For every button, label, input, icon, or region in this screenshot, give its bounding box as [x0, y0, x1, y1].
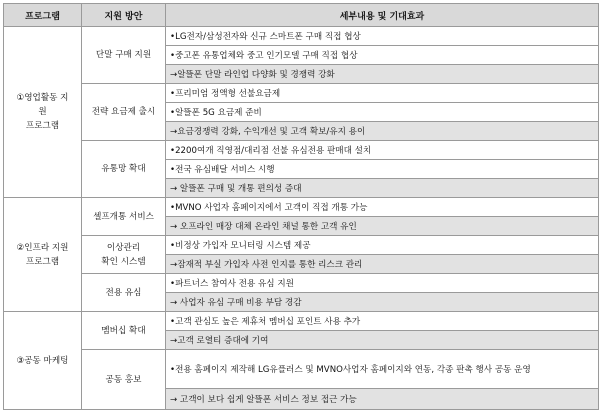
detail-text: •LG전자/삼성전자와 신규 스마트폰 구매 직접 협상: [166, 27, 599, 46]
support-name: 전용 유심: [82, 274, 166, 312]
support-name: 멤버십 확대: [82, 312, 166, 350]
table-row: [4, 141, 599, 160]
table-row: [4, 84, 599, 103]
detail-text: •전용 홈페이지 제작해 LG유플러스 및 MVNO사업자 홈페이지와 연동, 각종 판촉 행사 공동 운영: [166, 350, 599, 389]
header-details: 세부내용 및 기대효과: [166, 4, 599, 27]
header-program: 프로그램: [4, 4, 82, 27]
detail-text: •MVNO 사업자 홈페이지에서 고객이 직접 개통 가능: [166, 198, 599, 217]
support-name: 공동 홍보: [82, 350, 166, 410]
table-row: [4, 236, 599, 255]
table-row: [4, 27, 599, 46]
support-name: 유통망 확대: [82, 141, 166, 198]
effect-text: →잠재적 부실 가입자 사전 인지를 통한 리스크 관리: [166, 255, 599, 274]
program-name: ②인프라 지원 프로그램: [4, 198, 82, 312]
support-name: 셀프개통 서비스: [82, 198, 166, 236]
support-name: 이상관리 확인 시스템: [82, 236, 166, 274]
effect-text: → 알뜰폰 구매 및 개통 편의성 증대: [166, 179, 599, 198]
effect-text: → 오프라인 매장 대체 온라인 채널 통한 고객 유인: [166, 217, 599, 236]
support-name: 단말 구매 지원: [82, 27, 166, 84]
table-row: [4, 312, 599, 331]
detail-text: •알뜰폰 5G 요금제 준비: [166, 103, 599, 122]
effect-text: → 사업자 유심 구매 비용 부담 경감: [166, 293, 599, 312]
program-name: ③공동 마케팅: [4, 312, 82, 410]
program-name: ①영업활동 지 원 프로그램: [4, 27, 82, 198]
header-support: 지원 방안: [82, 4, 166, 27]
detail-text: •고객 관심도 높은 제휴처 멤버십 포인트 사용 추가: [166, 312, 599, 331]
effect-text: →요금경쟁력 강화, 수익개선 및 고객 확보/유지 용이: [166, 122, 599, 141]
detail-text: •프리미엄 정액형 선불요금제: [166, 84, 599, 103]
table-row: [4, 350, 599, 389]
table-row: [4, 274, 599, 293]
program-table: [3, 3, 599, 410]
effect-text: → 고객이 보다 쉽게 알뜰폰 서비스 정보 접근 가능: [166, 389, 599, 410]
detail-text: •2200여개 직영점/대리점 선불 유심전용 판매대 설치: [166, 141, 599, 160]
header-row: [4, 4, 599, 27]
effect-text: →고객 로열티 증대에 기여: [166, 331, 599, 350]
detail-text: •중고폰 유통업체와 중고 인기모델 구매 직접 협상: [166, 46, 599, 65]
support-name: 전략 요금제 출시: [82, 84, 166, 141]
effect-text: →알뜰폰 단말 라인업 다양화 및 경쟁력 강화: [166, 65, 599, 84]
detail-text: •전국 유심배달 서비스 시행: [166, 160, 599, 179]
detail-text: •파트너스 참여사 전용 유심 지원: [166, 274, 599, 293]
table-row: [4, 198, 599, 217]
detail-text: •비정상 가입자 모니터링 시스템 제공: [166, 236, 599, 255]
